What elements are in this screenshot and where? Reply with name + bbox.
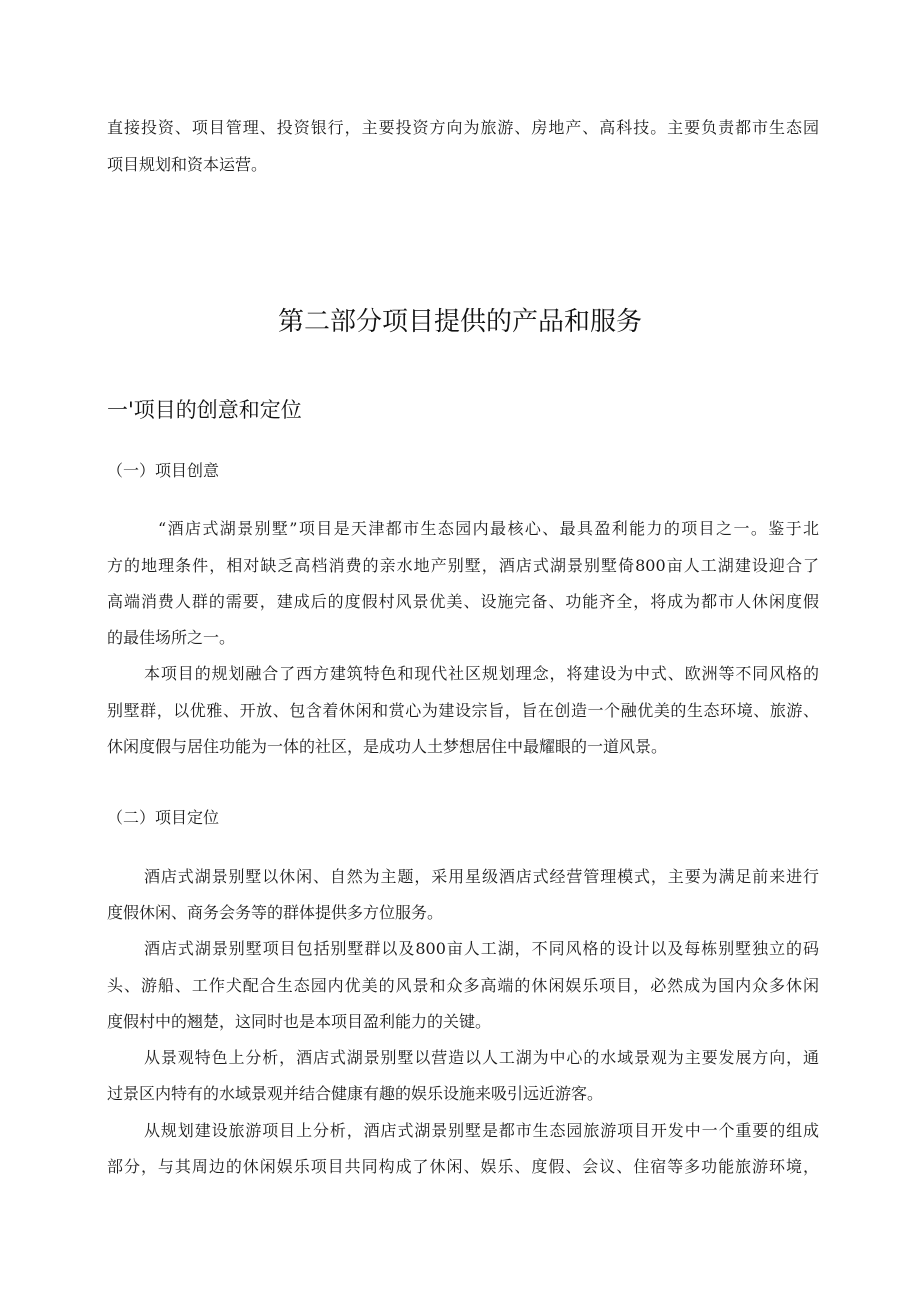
paragraph-line: 别墅群，以优雅、开放、包含着休闲和赏心为建设宗旨，旨在创造一个融优美的生态环境、旅游、 (107, 701, 819, 720)
paragraph-line: 本项目的规划融合了西方建筑特色和现代社区规划理念，将建设为中式、欧洲等不同风格的 (144, 664, 819, 683)
paragraph-line: 从规划建设旅游项目上分析，酒店式湖景别墅是都市生态园旅游项目开发中一个重要的组成 (144, 1121, 819, 1140)
paragraph-line: 酒店式湖景别墅项目包括别墅群以及800亩人工湖，不同风格的设计以及每栋别墅独立的码 (144, 939, 819, 958)
paragraph-line: 头、游船、工作犬配合生态园内优美的风景和众多高端的休闲娱乐项目，必然成为国内众多休闲 (107, 976, 819, 995)
paragraph-line: 度假休闲、商务会务等的群体提供多方位服务。 (107, 903, 444, 922)
section-title: 一'项目的创意和定位 (107, 398, 302, 422)
paragraph-line: 的最佳场所之一。 (107, 628, 236, 647)
subsection-title-creativity: （一）项目创意 (107, 461, 220, 480)
paragraph-line: 过景区内特有的水域景观并结合健康有趣的娱乐设施来吸引远近游客。 (107, 1084, 604, 1103)
intro-line-2: 项目规划和资本运营。 (107, 155, 268, 174)
paragraph-line: 休闲度假与居住功能为一体的社区，是成功人土梦想居住中最耀眼的一道风景。 (107, 737, 668, 756)
paragraph-line: 部分，与其周边的休闲娱乐项目共同构成了休闲、娱乐、度假、会议、住宿等多功能旅游环境， (107, 1157, 819, 1176)
intro-line-1: 直接投资、项目管理、投资银行，主要投资方向为旅游、房地产、高科技。主要负责都市生态园 (107, 118, 819, 137)
paragraph-line: 酒店式湖景别墅以休闲、自然为主题，采用星级酒店式经营管理模式，主要为满足前来进行 (144, 867, 819, 886)
part-title: 第二部分项目提供的产品和服务 (277, 307, 642, 337)
paragraph-line: 方的地理条件，相对缺乏高档消费的亲水地产别墅，酒店式湖景别墅倚800亩人工湖建设迎合了 (107, 556, 819, 575)
paragraph-line: 高端消费人群的需要，建成后的度假村风景优美、设施完备、功能齐全，将成为都市人休闲度假 (107, 592, 819, 611)
paragraph-line: 从景观特色上分析，酒店式湖景别墅以营造以人工湖为中心的水域景观为主要发展方向，通 (144, 1048, 819, 1067)
paragraph-line: 度假村中的翘楚，这同时也是本项目盈利能力的关键。 (107, 1012, 492, 1031)
subsection-title-positioning: （二）项目定位 (107, 808, 220, 827)
paragraph-line: “酒店式湖景别墅”项目是天津都市生态园内最核心、最具盈利能力的项目之一。鉴于北 (158, 519, 819, 538)
